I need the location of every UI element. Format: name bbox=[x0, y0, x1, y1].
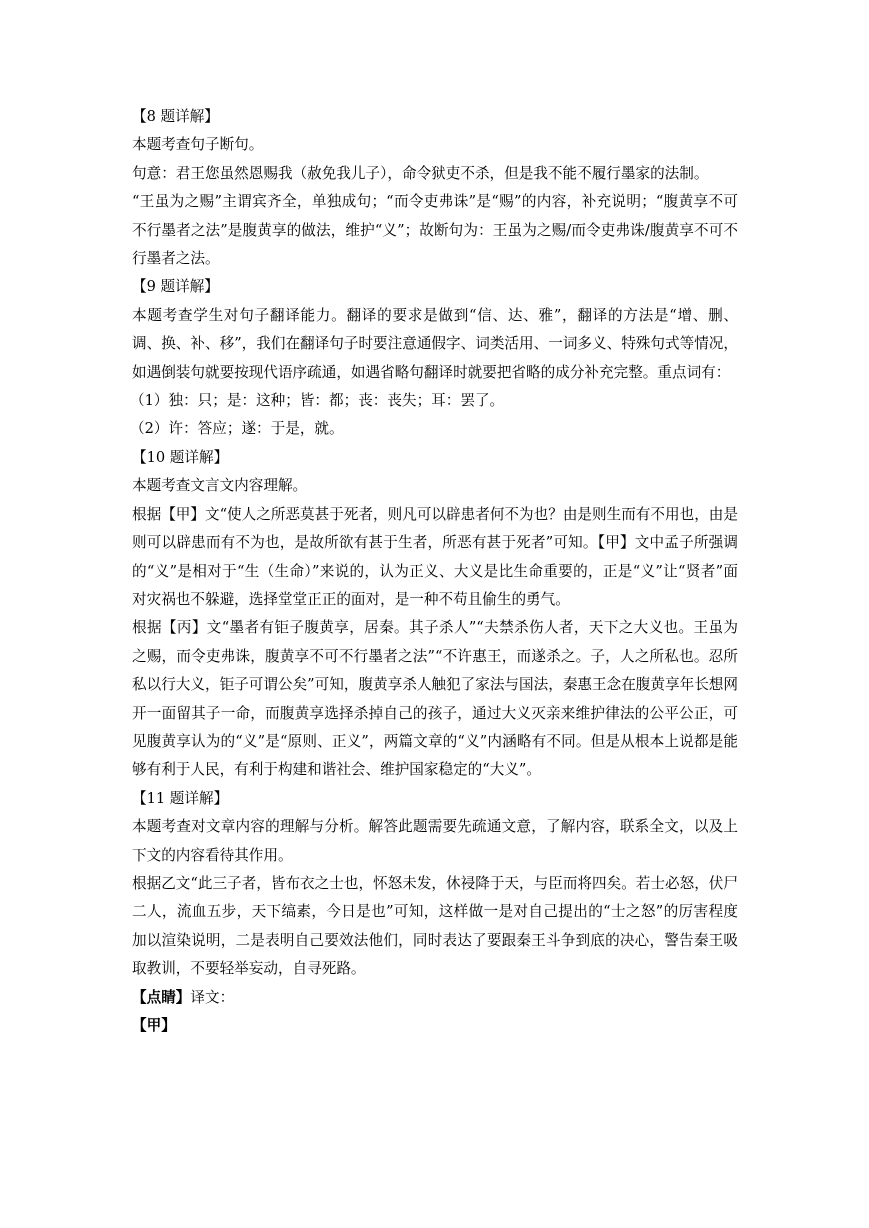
dianjing-text: 译文： bbox=[190, 988, 235, 1006]
section-9-paragraph-3: （2）许：答应；遂：于是，就。 bbox=[130, 420, 344, 438]
section-8-paragraph-1: 本题考查句子断句。 bbox=[132, 136, 264, 154]
section-8-paragraph-3: “王虽为之赐”主谓宾齐全，单独成句；“而令吏弗诛”是“赐”的内容，补充说明；“腹黄享不可不行墨者之法”是腹黄享的做法，维护“义”；故断句为：王虽为之赐/而令吏弗诛/腹黄享不可不行墨者之法。 bbox=[132, 193, 738, 268]
section-11-paragraph-2: 根据乙文“此三子者，皆布衣之士也，怀怒未发，休祲降于天，与臣而将四矣。若士必怒，伏尸二人，流血五步，天下缟素，今日是也”可知，这样做一是对自己提出的“士之怒”的厉害程度加以渲染说明，二是表明自己要效法他们，同时表达了要跟秦王斗争到底的决心，警告秦王吸取教训，不要轻举妄动，自寻死路。 bbox=[132, 874, 738, 978]
section-11-paragraph-1: 本题考查对文章内容的理解与分析。解答此题需要先疏通文意，了解内容，联系全文，以及上下文的内容看待其作用。 bbox=[132, 818, 738, 864]
section-9-paragraph-2: （1）独：只；是：这种；皆：都；丧：丧失；耳：罢了。 bbox=[130, 392, 505, 410]
section-heading-10: 【10 题详解】 bbox=[132, 448, 229, 466]
dianjing-line bbox=[132, 984, 738, 1012]
section-8-paragraph-2: 句意：君王您虽然恩赐我（赦免我儿子），命令狱吏不杀，但是我不能不履行墨家的法制。 bbox=[132, 164, 709, 182]
section-10-paragraph-2: 根据【甲】文“使人之所恶莫甚于死者，则凡可以辟患者何不为也？由是则生而有不用也，由是则可以辟患而有不为也，是故所欲有甚于生者，所恶有甚于死者”可知。【甲】文中孟子所强调的“义”是相对于“生（生命）”来说的，认为正义、大义是比生命重要的，正是“义”让“贤者”面对灾祸也不躲避，选择堂堂正正的面对，是一种不苟且偷生的勇气。 bbox=[132, 505, 738, 608]
section-9-paragraph-1: 本题考查学生对句子翻译能力。翻译的要求是做到“信、达、雅”，翻译的方法是“增、删、调、换、补、移”，我们在翻译句子时要注意通假字、词类活用、一词多义、特殊句式等情况，如遇倒装句就要按现代语序疏通，如遇省略句翻译时就要把省略的成分补充完整。重点词有： bbox=[132, 306, 738, 381]
section-heading-11: 【11 题详解】 bbox=[132, 789, 229, 807]
section-10-paragraph-1: 本题考查文言文内容理解。 bbox=[132, 477, 308, 495]
section-heading-9: 【9 题详解】 bbox=[132, 278, 219, 296]
document-page bbox=[132, 103, 738, 1040]
section-heading-8: 【8 题详解】 bbox=[132, 108, 219, 125]
dianjing-label: 【点睛】 bbox=[132, 988, 191, 1006]
jia-label: 【甲】 bbox=[132, 1017, 176, 1034]
section-10-paragraph-3: 根据【丙】文“墨者有钜子腹黄享，居秦。其子杀人”“夫禁杀伤人者，天下之大义也。王虽为之赐，而令吏弗诛，腹黄享不可不行墨者之法”“不许惠王，而遂杀之。子，人之所私也。忍所私以行大义，钜子可谓公矣”可知，腹黄享杀人触犯了家法与国法，秦惠王念在腹黄享年长想网开一面留其子一命，而腹黄享选择杀掉自己的孩子，通过大义灭亲来维护律法的公平公正，可见腹黄享认为的“义”是“原则、正义”，两篇文章的“义”内涵略有不同。但是从根本上说都是能够有利于人民，有利于构建和谐社会、维护国家稳定的“大义”。 bbox=[132, 619, 738, 779]
